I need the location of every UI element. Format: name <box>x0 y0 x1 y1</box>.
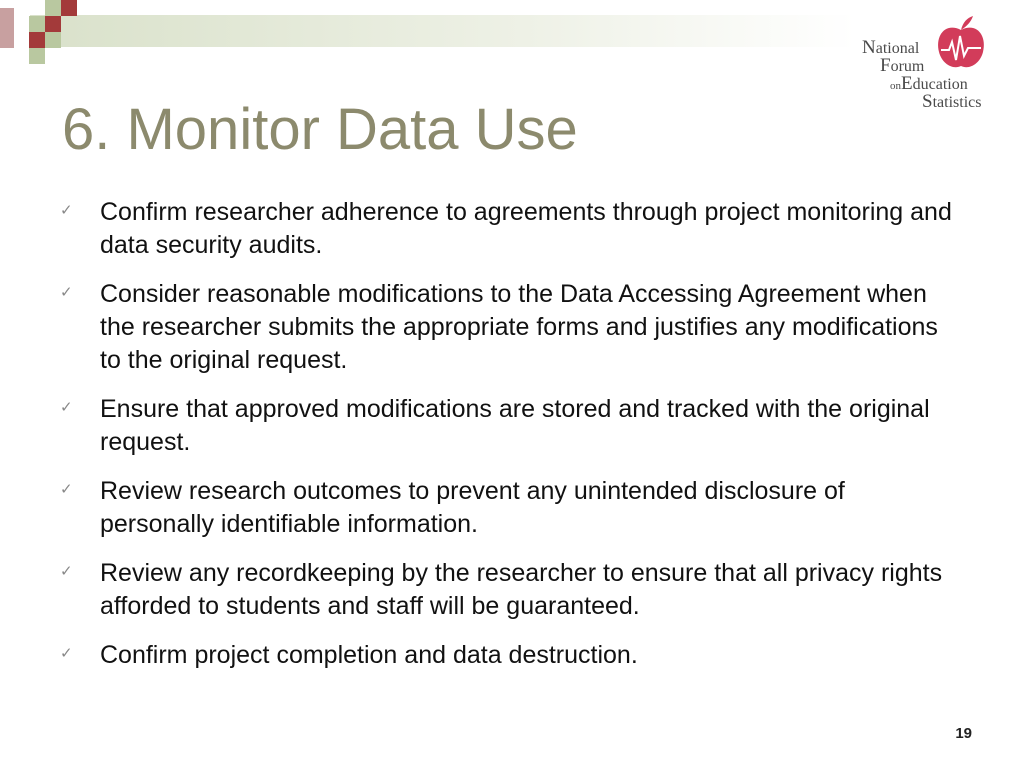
bullet-text: Confirm project completion and data destruction. <box>100 641 638 669</box>
bullet-list <box>60 196 960 688</box>
slide-title: 6. Monitor Data Use <box>62 97 578 162</box>
bullet-text: Consider reasonable modifications to the Data Accessing Agreement when the researcher submits the appropriate forms and justifies any modifications to the original request. <box>100 280 938 374</box>
list-item <box>60 393 960 459</box>
list-item <box>60 475 960 541</box>
national-forum-logo <box>858 14 1008 114</box>
page-number: 19 <box>955 725 972 742</box>
checkmark-icon: ✓ <box>60 644 73 662</box>
decor-square <box>45 0 61 16</box>
checkmark-icon: ✓ <box>60 201 73 219</box>
logo-line-national: National <box>862 37 920 58</box>
list-item <box>60 196 960 262</box>
checkmark-icon: ✓ <box>60 283 73 301</box>
bullet-text: Review any recordkeeping by the researcher to ensure that all privacy rights afforded to students and staff will be guaranteed. <box>100 559 943 620</box>
decor-square <box>29 48 45 64</box>
decor-square <box>45 16 61 32</box>
logo-line-education: onEducation <box>890 73 968 94</box>
decor-square <box>61 0 77 16</box>
checkmark-icon: ✓ <box>60 480 73 498</box>
bullet-text: Ensure that approved modifications are stored and tracked with the original request. <box>100 395 930 456</box>
decor-square <box>45 32 61 48</box>
logo-line-statistics: Statistics <box>922 91 982 112</box>
header-band <box>30 15 855 47</box>
list-item <box>60 557 960 623</box>
decor-square <box>29 32 45 48</box>
list-item <box>60 278 960 377</box>
checkmark-icon: ✓ <box>60 562 73 580</box>
bullet-text: Confirm researcher adherence to agreements through project monitoring and data security audits. <box>100 198 952 259</box>
bullet-text: Review research outcomes to prevent any unintended disclosure of personally identifiable information. <box>100 477 845 538</box>
decor-square <box>29 16 45 32</box>
checkmark-icon: ✓ <box>60 398 73 416</box>
logo-line-forum: Forum <box>880 55 925 76</box>
decor-square <box>0 8 14 48</box>
list-item <box>60 639 960 672</box>
